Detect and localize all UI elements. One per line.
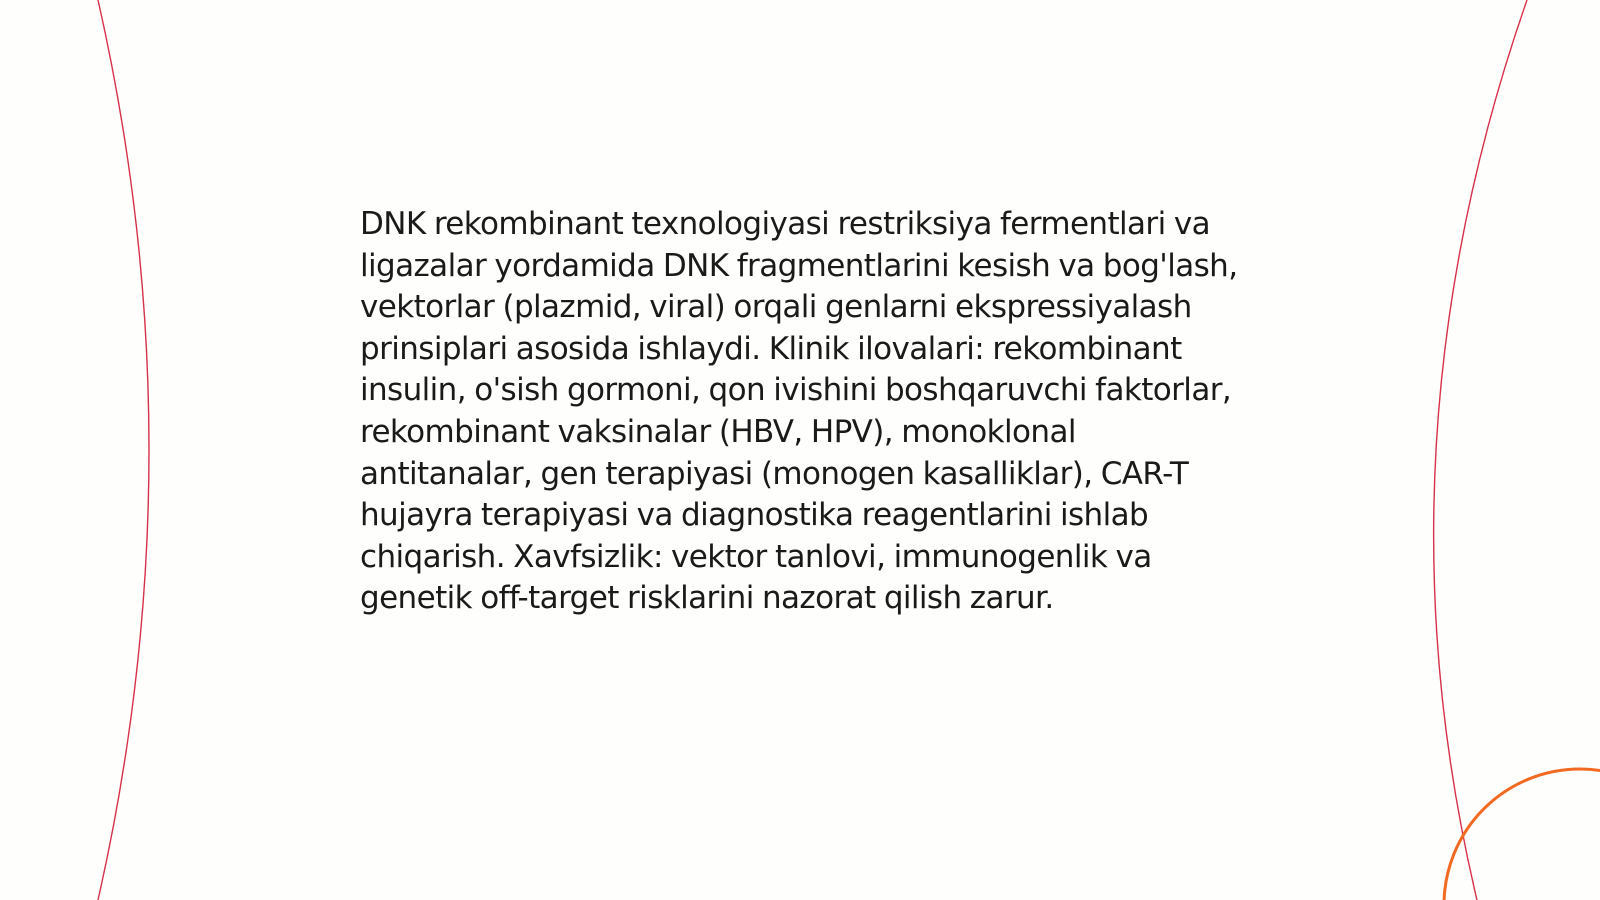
left-arc-line [98,0,149,900]
slide-body-text: DNK rekombinant texnologiyasi restriksiya fermentlari va ligazalar yordamida DNK fragmentlarini kesish va bog'lash, vektorlar (plazmid, viral) orqali genlarni ekspressiyalash prinsiplari asosida ishlaydi. Klinik ilovalari: rekombinant insulin, o'sish gormoni, qon ivishini boshqaruvchi faktorlar, rekombinant vaksinalar (HBV, HPV), monoklonal antitanalar, gen terapiyasi (monogen kasalliklar), CAR-T hujayra terapiyasi va diagnostika reagentlarini ishlab chiqarish. Xavfsizlik: vektor tanlovi, immunogenlik va genetik off-target risklarini nazorat qilish zarur. [360,206,1238,617]
right-arc-line [1434,0,1527,900]
orange-circle-outline [1444,769,1600,900]
